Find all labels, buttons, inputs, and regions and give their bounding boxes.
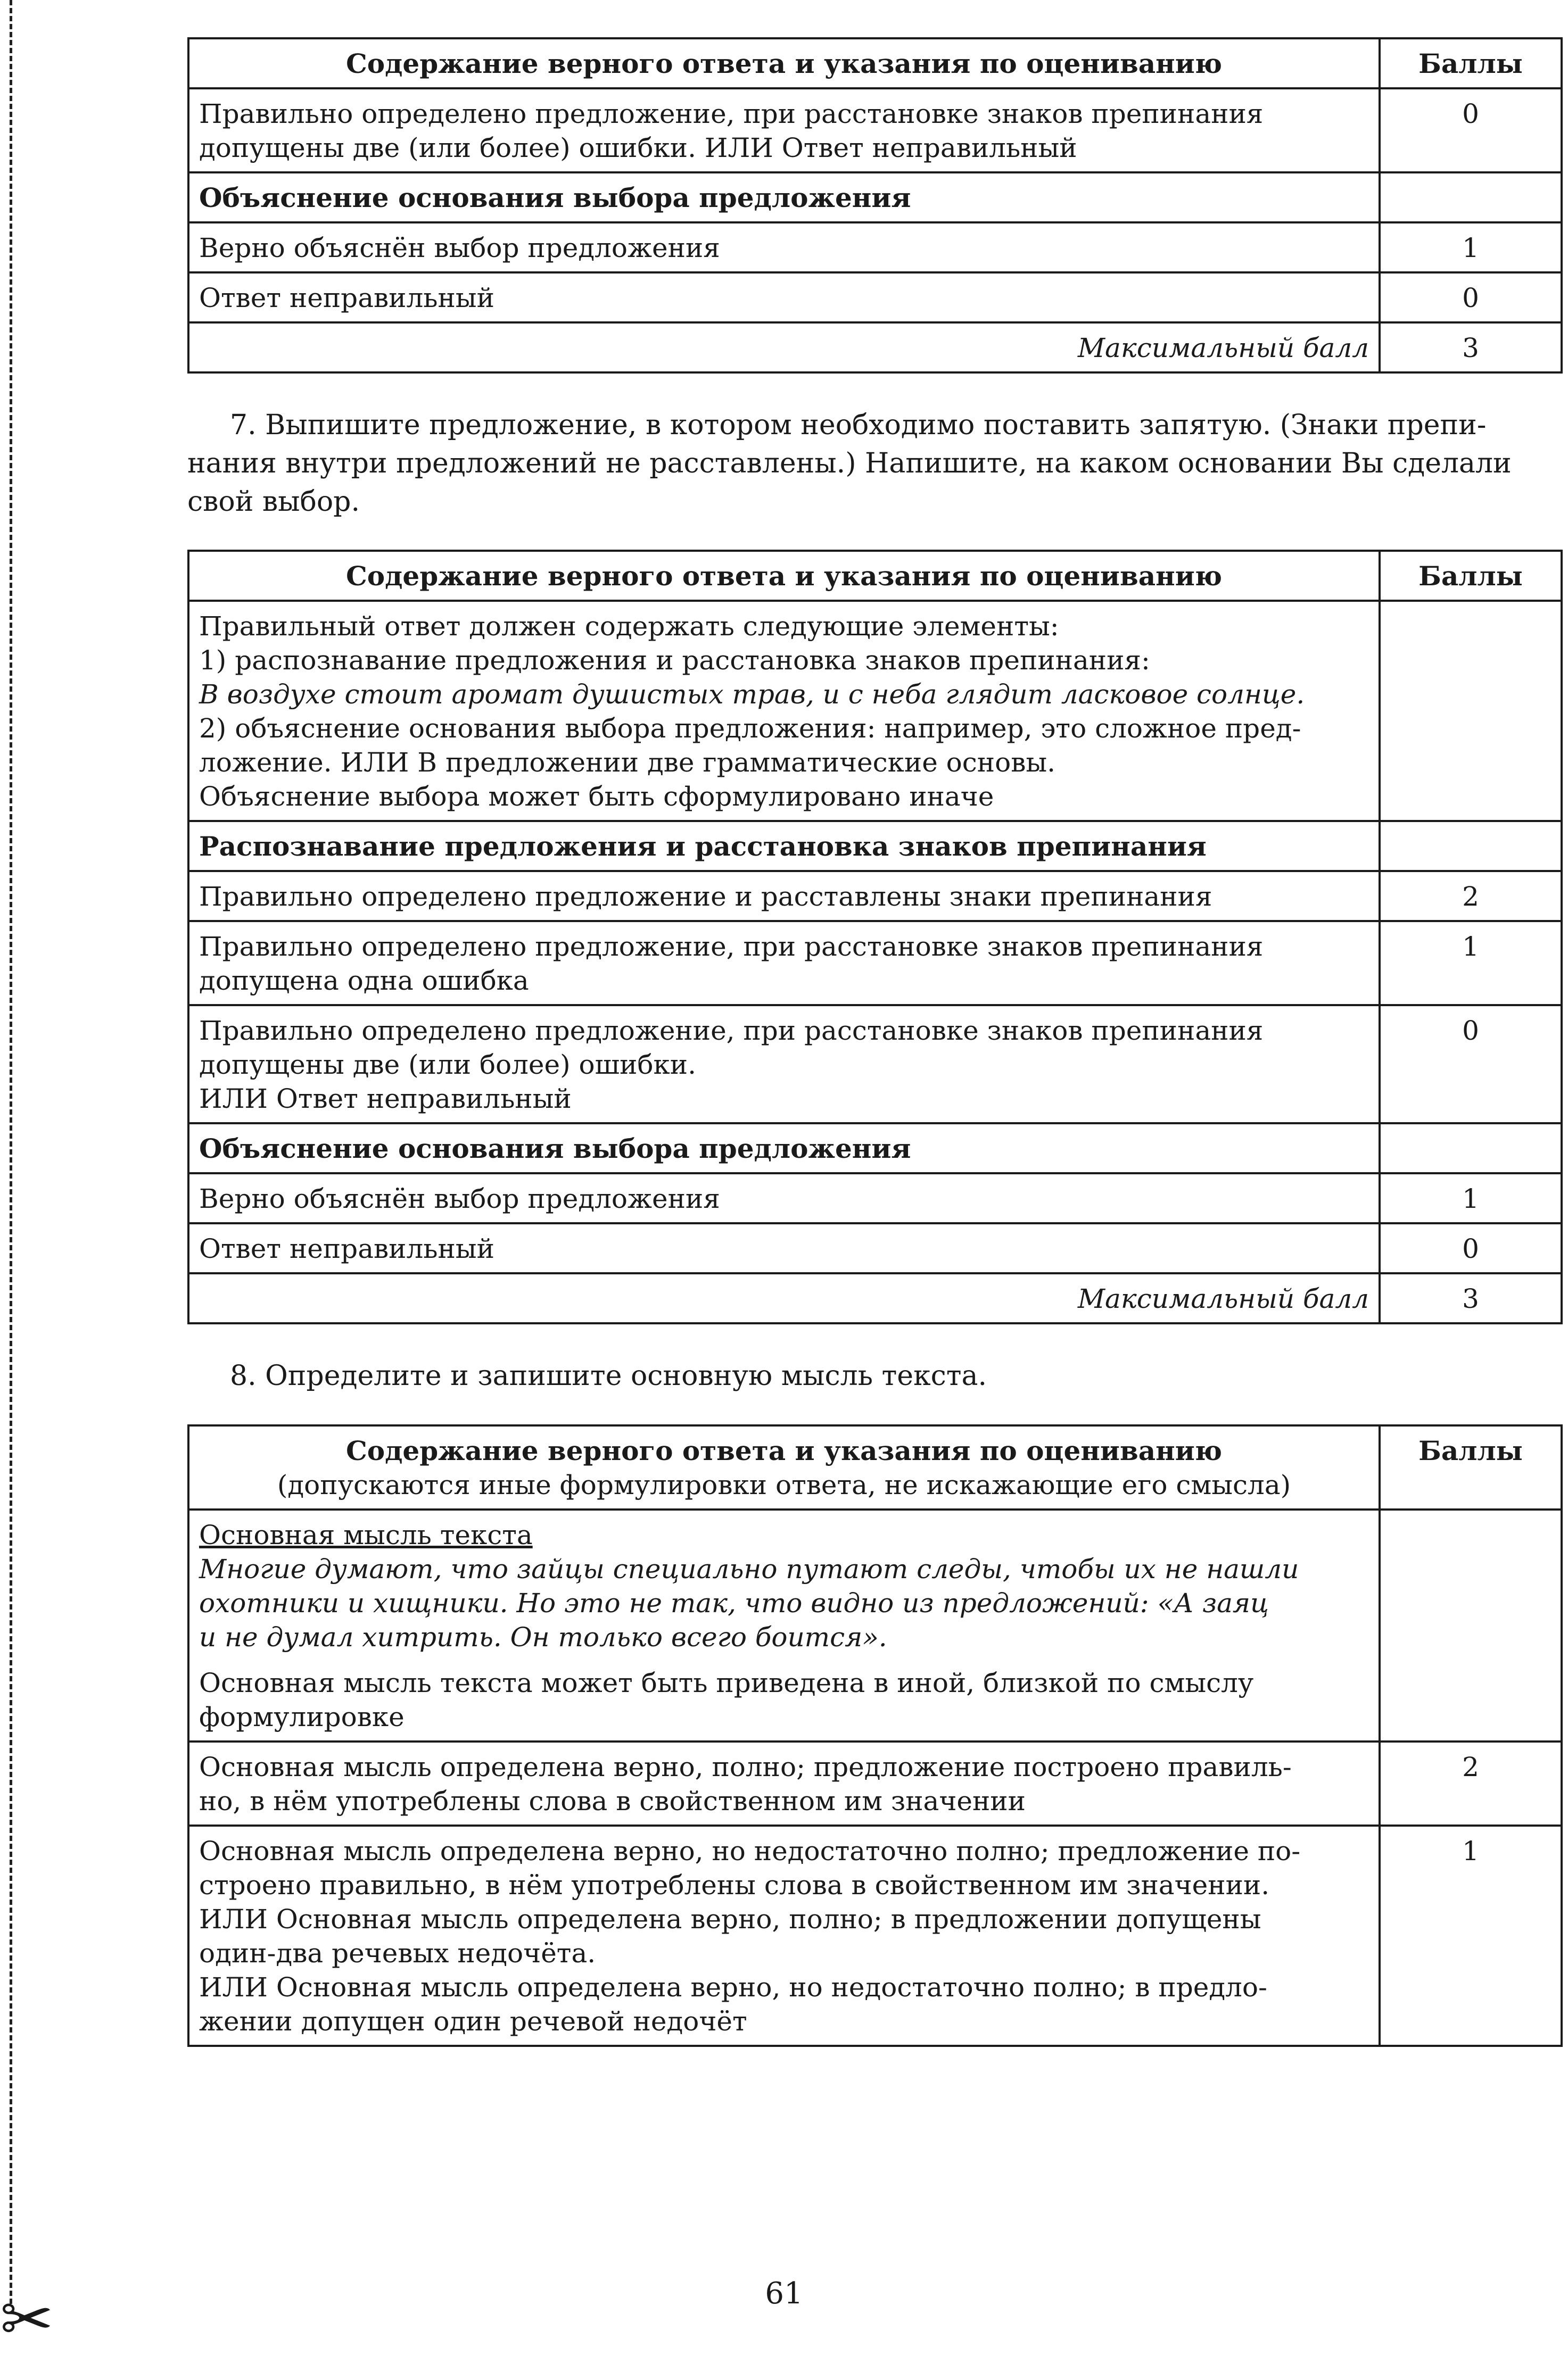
score-cell	[1380, 172, 1562, 222]
answer-intro-cell	[188, 1510, 1380, 1742]
text-line: ИЛИ Основная мысль определена верно, полно; в предложении допущены	[199, 1904, 1261, 1935]
table-header-row	[188, 1425, 1562, 1510]
answer-intro-row	[188, 1510, 1562, 1742]
table-row	[188, 222, 1562, 272]
section-title: Объяснение основания выбора предложения	[188, 172, 1380, 222]
table-row	[188, 871, 1562, 921]
section-title: Объяснение основания выбора предложения	[188, 1123, 1380, 1173]
table-header-row	[188, 38, 1562, 88]
score-cell	[1380, 821, 1562, 871]
task-7-text	[187, 407, 1561, 521]
table-section-row	[188, 821, 1562, 871]
page-content	[187, 37, 1561, 2047]
table-header-row	[188, 551, 1562, 601]
text-line: ИЛИ Основная мысль определена верно, но недостаточно полно; в предло-	[199, 1972, 1267, 2003]
text-line: Правильно определено предложение, при расстановке знаков препинания	[199, 1015, 1264, 1047]
criterion-cell: Ответ неправильный	[188, 272, 1380, 322]
max-score-value: 3	[1380, 322, 1562, 372]
text-line: формулировке	[199, 1702, 405, 1732]
text-line: 2) объяснение основания выбора предложения: например, это сложное пред-	[199, 713, 1301, 744]
table-row	[188, 1173, 1562, 1223]
criterion-cell	[188, 921, 1380, 1005]
grading-table-8	[187, 1424, 1563, 2047]
text-line: жении допущен один речевой недочёт	[199, 2006, 747, 2037]
task-8-text: 8. Определите и запишите основную мысль текста.	[230, 1360, 987, 1392]
score-cell: 1	[1380, 921, 1562, 1005]
scissors-icon: ✂	[0, 2283, 54, 2357]
grading-table-6	[187, 37, 1563, 374]
text-line: допущены две (или более) ошибки.	[199, 1049, 696, 1081]
text-line: нания внутри предложений не расставлены.) Напишите, на каком основании Вы сделали	[187, 447, 1512, 479]
score-cell: 1	[1380, 1173, 1562, 1223]
section-title: Распознавание предложения и расстановка знаков препинания	[188, 821, 1380, 871]
score-cell: 0	[1380, 1005, 1562, 1123]
table-row	[188, 921, 1562, 1005]
text-line: допущены две (или более) ошибки. ИЛИ Ответ неправильный	[199, 132, 1077, 163]
score-cell	[1380, 601, 1562, 821]
table-section-row	[188, 1123, 1562, 1173]
table-row	[188, 1742, 1562, 1826]
text-line: Правильно определено предложение, при расстановке знаков препинания	[199, 931, 1264, 963]
text-line: ИЛИ Ответ неправильный	[199, 1083, 572, 1115]
text-line: один-два речевых недочёта.	[199, 1938, 596, 1969]
header-content	[188, 1425, 1380, 1510]
score-cell	[1380, 1123, 1562, 1173]
text-line: строено правильно, в нём употреблены слова в свойственном им значении.	[199, 1870, 1270, 1901]
score-cell: 1	[1380, 1826, 1562, 2046]
text-line: охотники и хищники. Но это не так, что видно из предложений: «А заяц	[199, 1588, 1269, 1619]
criterion-cell: Ответ неправильный	[188, 1223, 1380, 1273]
score-cell: 2	[1380, 1742, 1562, 1826]
text-line: ложение. ИЛИ В предложении две грамматические основы.	[199, 747, 1056, 778]
criterion-cell	[188, 1742, 1380, 1826]
max-score-label: Максимальный балл	[188, 1273, 1380, 1323]
table-row	[188, 1005, 1562, 1123]
text-line: допущена одна ошибка	[199, 965, 529, 997]
grading-table-7	[187, 550, 1563, 1324]
header-title: Содержание верного ответа и указания по оцениванию	[345, 1435, 1223, 1466]
text-line: Основная мысль текста может быть приведена в иной, близкой по смыслу	[199, 1668, 1254, 1698]
table-section-row	[188, 172, 1562, 222]
text-line: Правильный ответ должен содержать следующие элементы:	[199, 611, 1059, 642]
max-score-row	[188, 1273, 1562, 1323]
header-subtitle: (допускаются иные формулировки ответа, не искажающие его смысла)	[277, 1470, 1291, 1500]
text-line: Объяснение выбора может быть сформулировано иначе	[199, 781, 994, 812]
header-score: Баллы	[1380, 1425, 1562, 1510]
cut-line	[10, 0, 12, 2304]
text-line: 7. Выпишите предложение, в котором необходимо поставить запятую. (Знаки препи-	[230, 409, 1487, 441]
text-line: Основная мысль определена верно, но недостаточно полно; предложение по-	[199, 1836, 1301, 1867]
table-row	[188, 1223, 1562, 1273]
text-line: свой выбор.	[187, 485, 360, 518]
main-idea-title: Основная мысль текста	[199, 1520, 533, 1550]
header-content: Содержание верного ответа и указания по оцениванию	[188, 551, 1380, 601]
text-line: и не думал хитрить. Он только всего боится».	[199, 1622, 887, 1653]
score-cell	[1380, 1510, 1562, 1742]
criterion-cell	[188, 1005, 1380, 1123]
max-score-label: Максимальный балл	[188, 322, 1380, 372]
criterion-cell: Верно объяснён выбор предложения	[188, 1173, 1380, 1223]
score-cell: 0	[1380, 1223, 1562, 1273]
criterion-cell: Правильно определено предложение и расставлены знаки препинания	[188, 871, 1380, 921]
criterion-cell	[188, 1826, 1380, 2046]
text-line: Правильно определено предложение, при расстановке знаков препинания	[199, 98, 1264, 129]
table-row	[188, 88, 1562, 172]
example-sentence: В воздухе стоит аромат душистых трав, и с неба глядит ласковое солнце.	[199, 679, 1305, 710]
answer-intro-cell	[188, 601, 1380, 821]
score-cell: 0	[1380, 88, 1562, 172]
text-line: 1) распознавание предложения и расстановка знаков препинания:	[199, 645, 1150, 676]
criterion-cell: Верно объяснён выбор предложения	[188, 222, 1380, 272]
score-cell: 1	[1380, 222, 1562, 272]
max-score-value: 3	[1380, 1273, 1562, 1323]
header-score: Баллы	[1380, 38, 1562, 88]
score-cell: 0	[1380, 272, 1562, 322]
table-row	[188, 1826, 1562, 2046]
max-score-row	[188, 322, 1562, 372]
header-content: Содержание верного ответа и указания по оцениванию	[188, 38, 1380, 88]
text-line: но, в нём употреблены слова в свойственном им значении	[199, 1786, 1026, 1817]
text-line: Многие думают, что зайцы специально путают следы, чтобы их не нашли	[199, 1554, 1299, 1585]
page-number: 61	[765, 2276, 803, 2311]
text-line: Основная мысль определена верно, полно; предложение построено правиль-	[199, 1752, 1292, 1782]
answer-intro-row	[188, 601, 1562, 821]
header-score: Баллы	[1380, 551, 1562, 601]
score-cell: 2	[1380, 871, 1562, 921]
criterion-cell	[188, 88, 1380, 172]
table-row	[188, 272, 1562, 322]
